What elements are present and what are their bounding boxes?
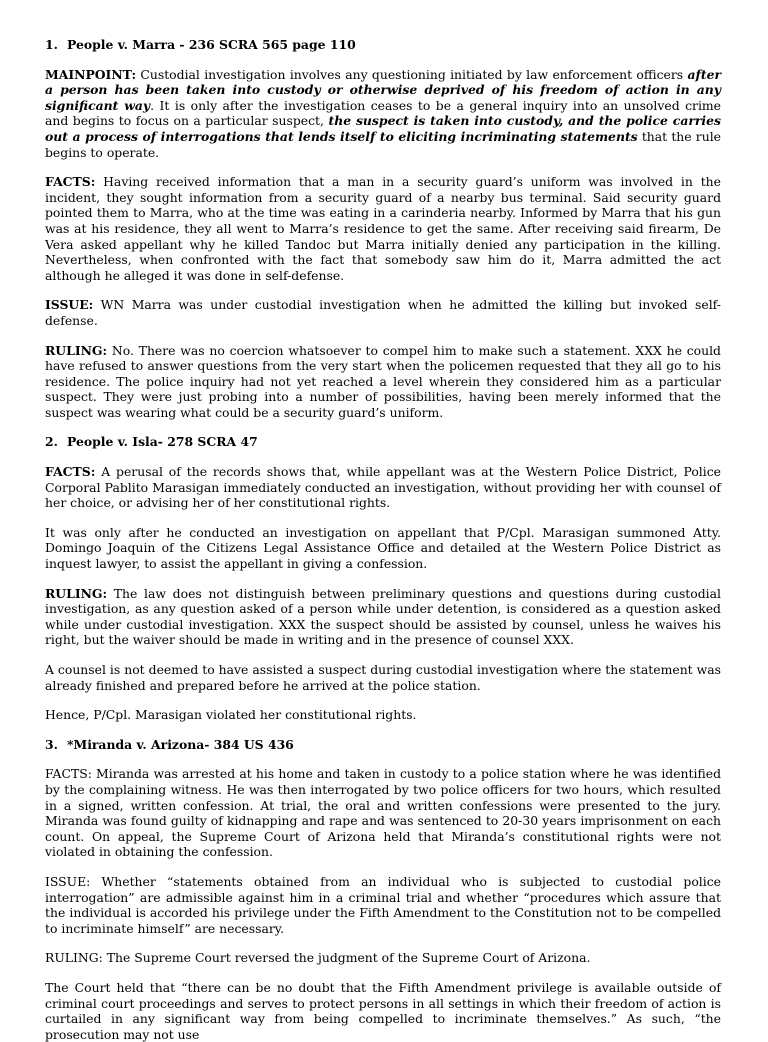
case-1-issue	[45, 297, 721, 328]
case-3-heading	[45, 737, 721, 753]
case-3-ruling: RULING: The Supreme Court reversed the judgment of the Supreme Court of Arizona.	[45, 950, 591, 966]
case-2-facts	[45, 464, 721, 511]
case-1-mainpoint	[45, 67, 721, 161]
facts-label: FACTS:	[45, 174, 96, 190]
case-2-number: 2.	[45, 434, 58, 450]
facts-text: A perusal of the records shows that, while appellant was at the Western Police District, Police Corporal Pablito Marasigan immediately conducted an investigation, without providing her with counsel of her choice, or advising her of her constitutional rights.	[45, 464, 721, 511]
case-2-title: People v. Isla- 278 SCRA 47	[67, 434, 258, 450]
mainpoint-emphasis-2: the suspect is taken into custody, and the police carries out a process of interrogations that lends itself to eliciting incriminating statements	[45, 113, 722, 144]
case-2-paragraph-5: Hence, P/Cpl. Marasigan violated her constitutional rights.	[45, 707, 417, 723]
mainpoint-text-1: Custodial investigation involves any questioning initiated by law enforcement officers	[136, 66, 688, 82]
ruling-text: No. There was no coercion whatsoever to compel him to make such a statement. XXX he could have refused to answer questions from the very start when the policemen requested that they all go to his residence. The police inquiry had not yet reached a level wherein they considered him as a particular suspect. They were just probing into a number of possibilities, having been merely informed that the suspect was wearing what could be a security guard’s uniform.	[45, 342, 721, 420]
facts-text: Having received information that a man in a security guard’s uniform was involved in the incident, they sought information from a security guard of a nearby bus terminal. Said security guard pointed them to Marra, who at the time was eating in a carinderia nearby. Informed by Marra that his gun was at his residence, they all went to Marra’s residence to get the same. After receiving said firearm, De Vera asked appellant why he killed Tandoc but Marra initially denied any participation in the killing. Nevertheless, when confronted with the fact that somebody saw him do it, Marra admitted the act although he alleged it was done in self-defense.	[45, 174, 721, 283]
mainpoint-emphasis-1: after a person has been taken into custody or otherwise deprived of his freedom of action in any significant way	[45, 66, 721, 113]
ruling-label: RULING:	[45, 342, 108, 358]
case-2-paragraph-2: It was only after he conducted an investigation on appellant that P/Cpl. Marasigan summoned Atty. Domingo Joaquin of the Citizens Legal Assistance Office and detailed at the Western Police District as inquest lawyer, to assist the appellant in giving a confession.	[45, 524, 721, 572]
case-3-held: The Court held that “there can be no doubt that the Fifth Amendment privilege is available outside of criminal court proceedings and serves to protect persons in all settings in which their freedom of action is curtailed in any significant way from being compelled to incriminate themselves.” As such, “the prosecution may not use	[45, 979, 721, 1042]
case-2-ruling	[45, 586, 721, 648]
case-1-number: 1.	[45, 37, 58, 52]
case-1-ruling	[45, 343, 721, 421]
mainpoint-label: MAINPOINT:	[45, 66, 137, 82]
case-3-title: *Miranda v. Arizona- 384 US 436	[67, 736, 294, 752]
case-1-facts	[45, 174, 721, 283]
case-1-heading	[45, 37, 721, 53]
case-2-paragraph-4: A counsel is not deemed to have assisted a suspect during custodial investigation where the statement was already finished and prepared before he arrived at the police station.	[45, 662, 721, 693]
mainpoint-text-2: . It is only after the investigation ceases to be a general inquiry into an unsolved crime and begins to focus on a particular suspect,	[45, 97, 721, 129]
case-3-number: 3.	[45, 736, 58, 752]
facts-label: FACTS:	[45, 464, 96, 480]
case-3-facts: FACTS: Miranda was arrested at his home and taken in custody to a police station where he was identified by the complaining witness. He was then interrogated by two police officers for two hours, which resulted in a signed, written confession. At trial, the oral and written confessions were presented to the jury. Miranda was found guilty of kidnapping and rape and was sentenced to 20-30 years imprisonment on each count. On appeal, the Supreme Court of Arizona held that Miranda’s constitutional rights were not violated in obtaining the confession.	[45, 766, 721, 860]
case-2-heading	[45, 434, 721, 450]
case-1-title: People v. Marra - 236 SCRA 565 page 110	[67, 37, 356, 52]
ruling-text: The law does not distinguish between preliminary questions and questions during custodial investigation, as any question asked of a person while under detention, is considered as a question asked while under custodial investigation. XXX the suspect should be assisted by counsel, unless he waives his right, but the waiver should be made in writing and in the presence of counsel XXX.	[45, 585, 721, 648]
ruling-label: RULING:	[45, 585, 108, 601]
mainpoint-text-3: that the rule begins to operate.	[45, 128, 721, 160]
issue-text: WN Marra was under custodial investigation when he admitted the killing but invoked self-defense.	[45, 297, 721, 328]
issue-label: ISSUE:	[45, 297, 94, 313]
case-3-issue: ISSUE: Whether “statements obtained from an individual who is subjected to custodial police interrogation” are admissible against him in a criminal trial and whether “procedures which assure that the individual is accorded his privilege under the Fifth Amendment to the Constitution not to be compelled to incriminate himself” are necessary.	[45, 873, 721, 936]
